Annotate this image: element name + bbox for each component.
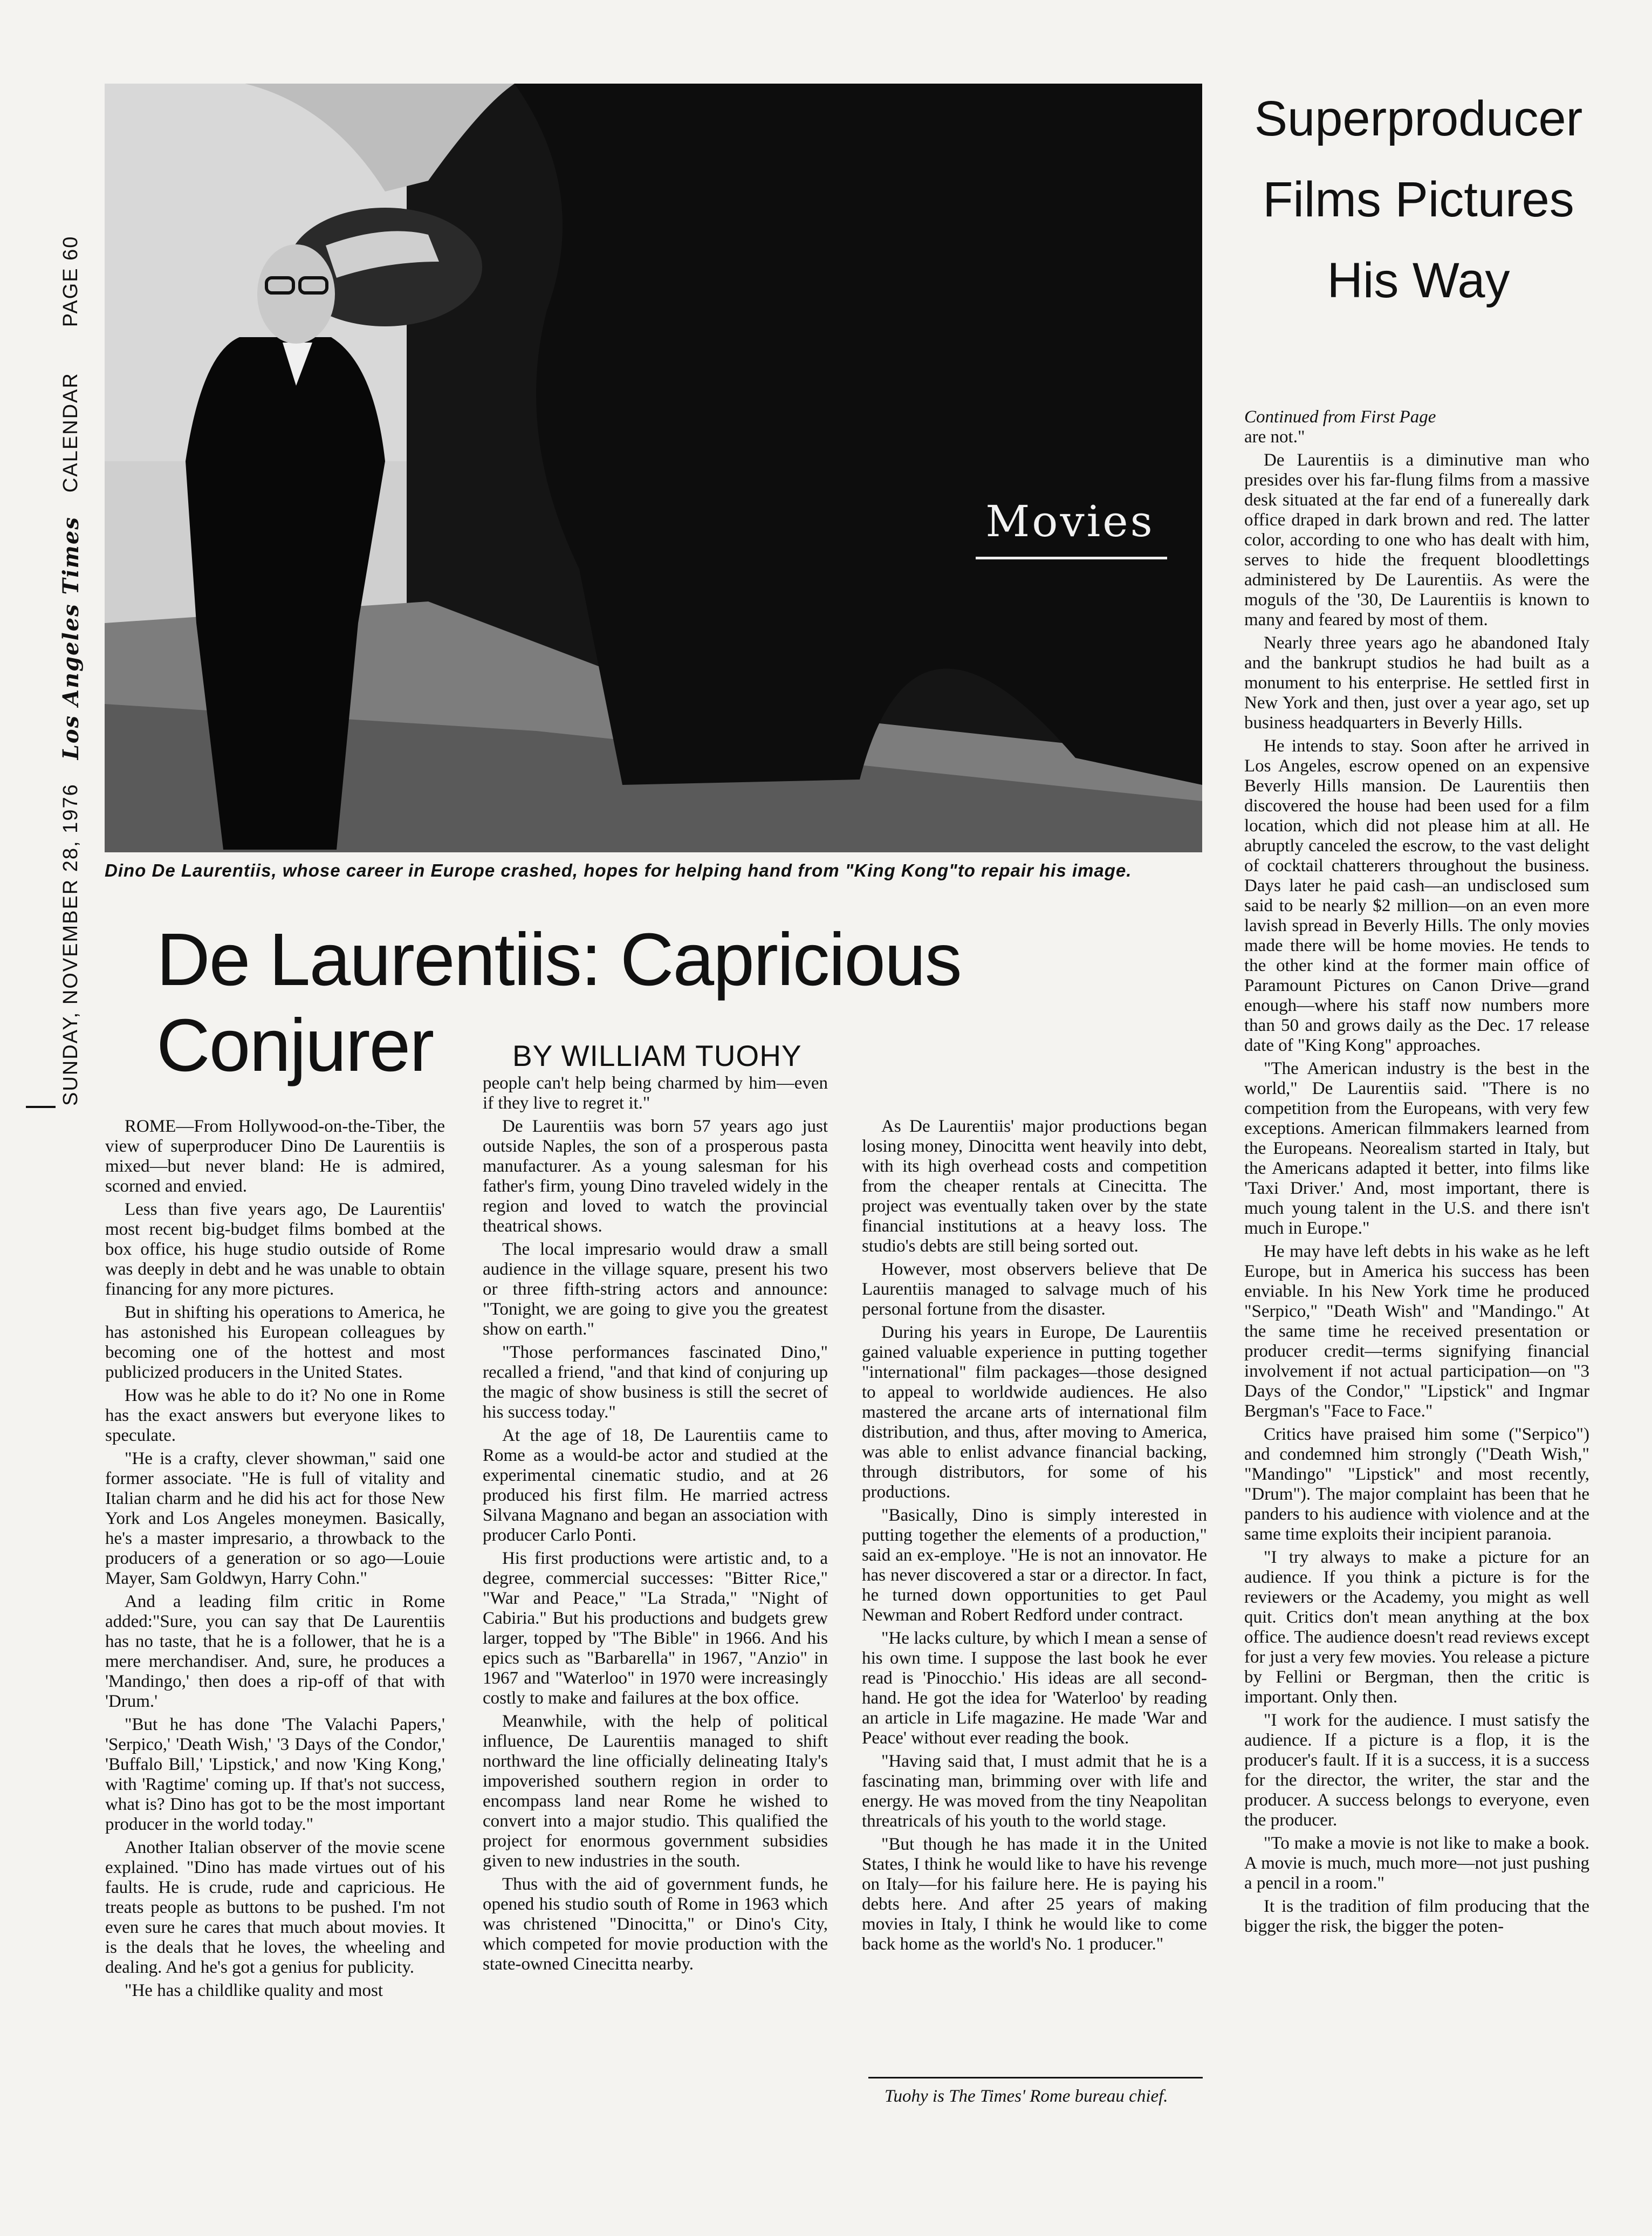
folio-rule	[26, 1106, 56, 1108]
side-headline-line-2: Films Pictures	[1263, 172, 1574, 227]
paragraph: And a leading film critic in Rome added:"Sure, you can say that De Laurentiis has no taste, that he is a follower, that he is a mere merchandiser. And, sure, he produces a 'Mandingo,' then does a rip-off of that with 'Drum.'	[105, 1592, 445, 1711]
paragraph: He may have left debts in his wake as he left Europe, but in America his success has been enviable. In his New York time he produced "Serpico," "Death Wish" and "Mandingo." At the same time he received presentation or producer credit—terms signifying financial involvement if not actual participation—on "3 Days of the Condor," "Lipstick" and Ingmar Bergman's "Face to Face."	[1244, 1242, 1589, 1421]
paragraph: "Those performances fascinated Dino," recalled a friend, "and that kind of conjuring up the magic of show business is still the secret of his success today."	[483, 1343, 828, 1422]
paragraph: "He is a crafty, clever showman," said one former associate. "He is full of vitality and Italian charm and he did his act for those New York and Los Angeles moneymen. Basically, he's a master impresario, a throwback to the producers of a generation or so ago—Louie Mayer, Sam Goldwyn, Harry Cohn."	[105, 1449, 445, 1588]
photo-illustration	[105, 84, 1202, 852]
paragraph: Thus with the aid of government funds, he opened his studio south of Rome in 1963 which was christened "Dinocitta," or Dino's City, which competed for movie production with the state-owned Cinecitta nearby.	[483, 1875, 828, 1974]
article-column-2	[483, 1073, 828, 1978]
vertical-folio	[58, 81, 91, 1106]
paragraph: He intends to stay. Soon after he arrived in Los Angeles, escrow opened on an expensive Beverly Hills mansion. De Laurentiis then discovered the house had been used for a film location, which did not please him at all. He abruptly canceled the escrow, to the vast delight of cocktail chatterers throughout the business. Days later he paid cash—an undisclosed sum said to be nearly $2 million—on an even more lavish spread in Beverly Hills. The only movies made there will be home movies. He tends to the other kind at the former main office of Paramount Pictures on Canon Drive—grand enough—where his staff now numbers more than 50 and grows daily as the Dec. 17 release date of "King Kong" approaches.	[1244, 736, 1589, 1055]
side-headline	[1214, 78, 1623, 321]
paragraph: The local impresario would draw a small audience in the village square, present his two or three fifth-string actors and announce: "Tonight, we are going to give you the greatest show on earth."	[483, 1240, 828, 1339]
paragraph: But in shifting his operations to America, he has astonished his European colleagues by becoming one of the hottest and most publicized producers in the United States.	[105, 1303, 445, 1382]
paragraph: "He has a childlike quality and most	[125, 1981, 383, 2000]
paragraph: "But though he has made it in the United States, I think he would like to have his revenge on Italy—for his failure here. He is paying his debts here. And after 25 years of making movies in Italy, I think he would like to come back home as the world's No. 1 producer."	[862, 1835, 1207, 1954]
paragraph: "The American industry is the best in the world," De Laurentiis said. "There is no competition from the Europeans, with very few exceptions. American filmmakers learned from the Europeans. Neorealism started in Italy, but the Americans adapted it better, into films like 'Taxi Driver.' And, most important, there is much young talent in the U.S. and there isn't much in Europe."	[1244, 1059, 1589, 1238]
article-column-3	[862, 1117, 1207, 1958]
folio-page-number: PAGE 60	[59, 235, 82, 327]
paragraph: "I work for the audience. I must satisfy the audience. If a picture is a flop, it is the producer's fault. If it is a success, it is a success for the director, the writer, the star and the producer. A success belongs to everyone, even the producer.	[1244, 1711, 1589, 1830]
paragraph: "He lacks culture, by which I mean a sense of his own time. I suppose the last book he ever read is 'Pinocchio.' His ideas are all second-hand. He got the idea for 'Waterloo' by reading an article in Life magazine. He made 'War and Peace' without ever reading the book.	[862, 1629, 1207, 1748]
paragraph: are not."	[1244, 427, 1305, 447]
side-headline-line-1: Superproducer	[1254, 91, 1583, 146]
headline: De Laurentiis: Capricious Conjurer	[156, 918, 961, 1087]
paragraph: De Laurentiis is a diminutive man who presides over his far-flung films from a massive desk situated at the far end of a funereally dark office draped in dark brown and red. The latter color, according to one who has dealt with him, serves to hide the frequent bloodlettings administered by De Laurentiis. As were the moguls of the '30, De Laurentiis is known to many and feared by most of them.	[1244, 450, 1589, 630]
continued-from-label: Continued from First Page	[1244, 407, 1436, 427]
article-column-1	[105, 1117, 445, 2004]
paragraph: His first productions were artistic and, to a degree, commercial successes: "Bitter Rice," "War and Peace," "La Strada," "Night of Cabiria." But his productions and budgets grew larger, topped by "The Bible" in 1966. And his epics such as "Barbarella" in 1967, "Anzio" in 1967 and "Waterloo" in 1970 were increasingly costly to make and failures at the box office.	[483, 1549, 828, 1708]
paragraph: "But he has done 'The Valachi Papers,' 'Serpico,' 'Death Wish,' '3 Days of the Condor,' 'Buffalo Bill,' 'Lipstick,' and now 'King Kong,' with 'Ragtime' coming up. If that's not success, what is? Dino has got to be the most important producer in the world today."	[105, 1715, 445, 1834]
signoff-rule	[868, 2077, 1203, 2078]
paragraph: Critics have praised him some ("Serpico") and condemned him strongly ("Death Wish," "Mandingo" "Lipstick" and most recently, "Drum"). The major complaint has been that he panders to his audience with violence and at the same time exploits their incipient paranoia.	[1244, 1425, 1589, 1544]
lead-photo	[105, 84, 1202, 852]
section-label-movies: Movies	[985, 496, 1155, 546]
folio-text	[58, 81, 84, 1106]
paragraph: Less than five years ago, De Laurentiis' most recent big-budget films bombed at the box office, his huge studio outside of Rome was deeply in debt and he was unable to obtain financing for any more pictures.	[105, 1200, 445, 1299]
photo-caption: Dino De Laurentiis, whose career in Europe crashed, hopes for helping hand from "King Kong"to repair his image.	[105, 860, 1132, 880]
paragraph: ROME—From Hollywood-on-the-Tiber, the view of superproducer Dino De Laurentiis is mixed—but never bland: He is admired, scorned and envied.	[105, 1117, 445, 1196]
paragraph: "Basically, Dino is simply interested in putting together the elements of a production," said an ex-employe. "He is not an innovator. He has never discovered a star or a director. In fact, he turned down opportunities to get Paul Newman and Robert Redford under contract.	[862, 1506, 1207, 1625]
side-headline-line-3: His Way	[1327, 253, 1510, 308]
paragraph: "Having said that, I must admit that he is a fascinating man, brimming over with life and energy. He was moved from the tiny Neapolitan threatricals of his youth to the world stage.	[862, 1752, 1207, 1831]
paragraph: Nearly three years ago he abandoned Italy and the bankrupt studios he had built as a monument to his enterprise. He settled first in New York and then, just over a year ago, set up business headquarters in Beverly Hills.	[1244, 633, 1589, 733]
paragraph: How was he able to do it? No one in Rome has the exact answers but everyone likes to speculate.	[105, 1386, 445, 1445]
folio-date: SUNDAY, NOVEMBER 28, 1976	[59, 783, 82, 1106]
article-column-4	[1244, 407, 1589, 1940]
paragraph: However, most observers believe that De Laurentiis managed to salvage much of his personal fortune from the disaster.	[862, 1260, 1207, 1319]
folio-newspaper-name: Los Angeles Times	[58, 516, 84, 760]
paragraph: "To make a movie is not like to make a book. A movie is much, much more—not just pushing a pencil in a room."	[1244, 1834, 1589, 1893]
paragraph: "I try always to make a picture for an audience. If you think a picture is for the reviewers or the Academy, you might as well quit. Critics don't mean anything at the box office. The audience doesn't read reviews except for just a very few movies. You release a picture by Fellini or Bergman, then the critic is important. Only then.	[1244, 1548, 1589, 1707]
paragraph: Meanwhile, with the help of political influence, De Laurentiis managed to shift northward the line officially delineating Italy's impoverished southern region in order to encompass land near Rome he wished to convert into a major studio. This qualified the project for enormous government subsidies given to new industries in the south.	[483, 1712, 828, 1871]
section-label-rule	[976, 557, 1167, 559]
paragraph: At the age of 18, De Laurentiis came to Rome as a would-be actor and studied at the experimental cinematic studio, and at 26 produced his first film. He married actress Silvana Magnano and began an association with producer Carlo Ponti.	[483, 1426, 828, 1545]
paragraph: people can't help being charmed by him—even if they live to regret it."	[483, 1073, 828, 1113]
byline: BY WILLIAM TUOHY	[512, 1039, 802, 1072]
paragraph: As De Laurentiis' major productions began losing money, Dinocitta went heavily into debt, with its high overhead costs and competition from the cheaper rentals at Cinecitta. The project was eventually taken over by the state financial institutions at a heavy loss. The studio's debts are still being sorted out.	[862, 1117, 1207, 1256]
paragraph: Another Italian observer of the movie scene explained. "Dino has made virtues out of his faults. He is crude, rude and capricious. He treats people as buttons to be pushed. I'm not even sure he cares that much about movies. It is the deals that he loves, the wheeling and dealing. And he's got a genius for publicity.	[105, 1838, 445, 1977]
author-signoff: Tuohy is The Times' Rome bureau chief.	[885, 2087, 1168, 2106]
paragraph: During his years in Europe, De Laurentiis gained valuable experience in putting together "international" film packages—those designed to appeal to worldwide audiences. He also mastered the arcane arts of international film distribution, and thus, after moving to America, was able to enlist advance financial backing, through distributors, for some of his productions.	[862, 1323, 1207, 1502]
folio-section: CALENDAR	[59, 372, 82, 493]
paragraph: De Laurentiis was born 57 years ago just outside Naples, the son of a prosperous pasta manufacturer. As a young salesman for his father's firm, young Dino traveled widely in the region and loved to watch the provincial theatrical shows.	[483, 1117, 828, 1236]
paragraph: It is the tradition of film producing that the bigger the risk, the bigger the poten-	[1244, 1897, 1589, 1936]
